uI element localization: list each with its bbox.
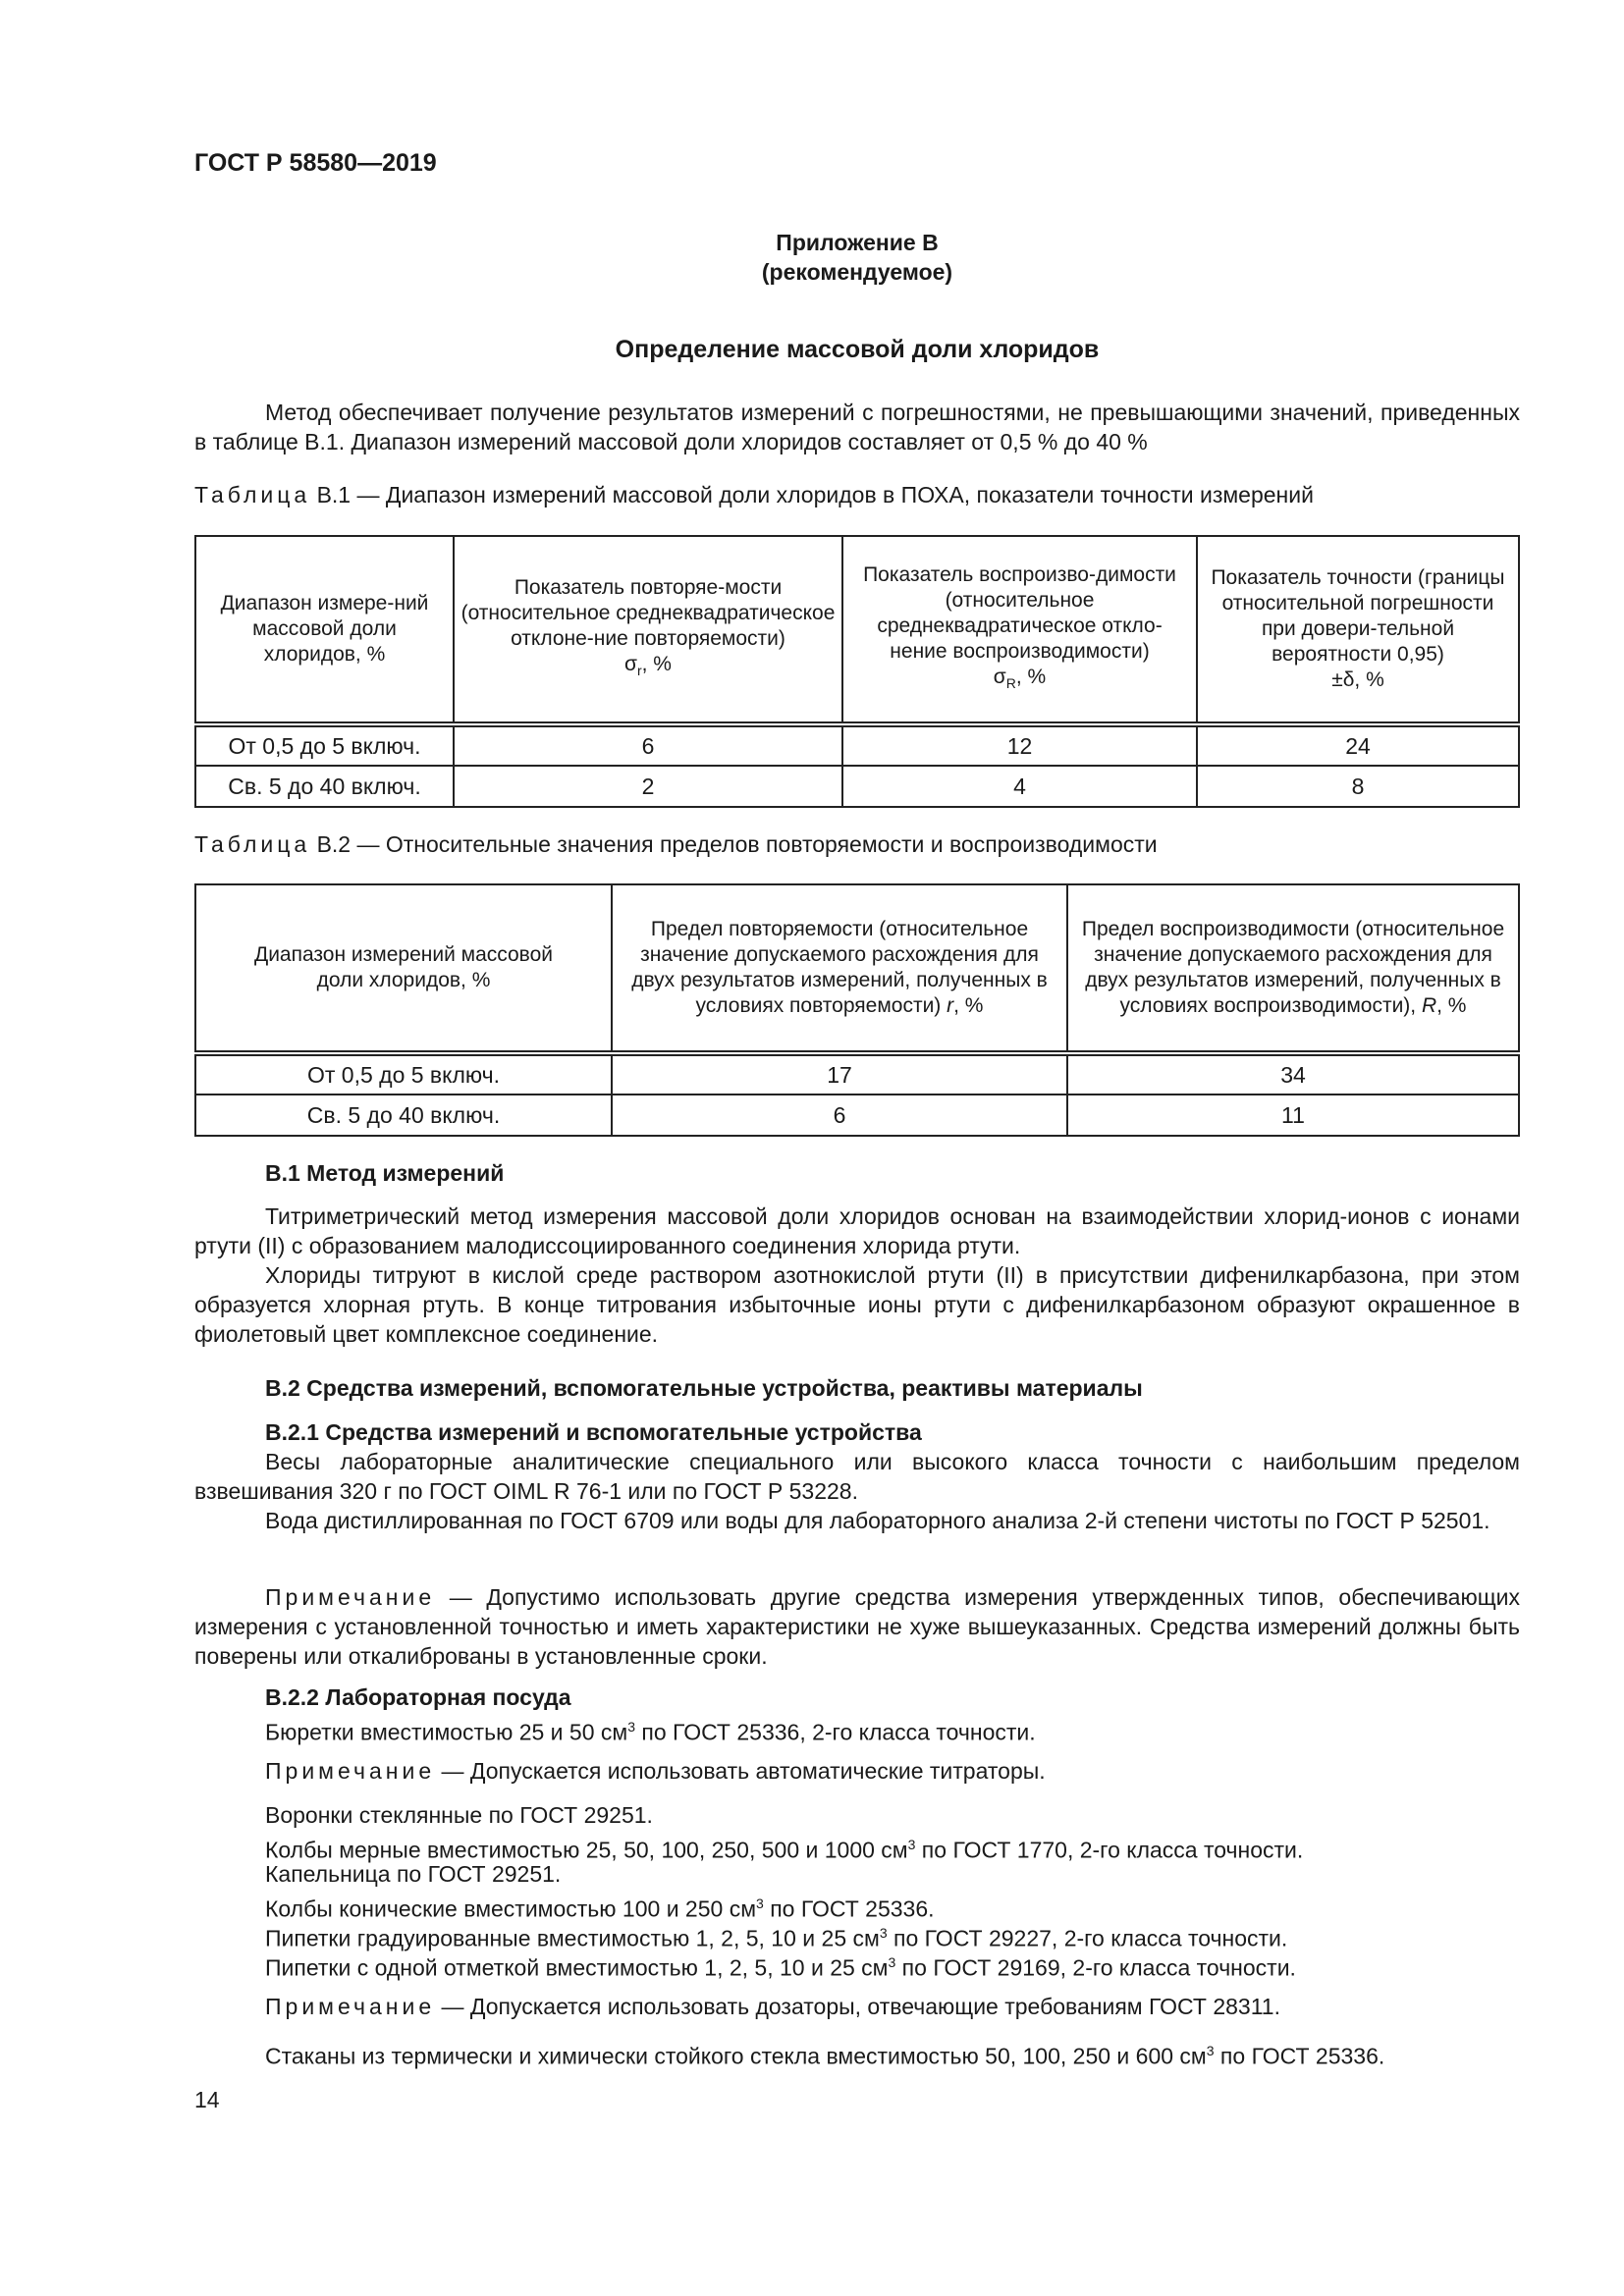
list-item: Стаканы из термически и химически стойкого стекла вместимостью 50, 100, 250 и 600 $см^3$ по ГОСТ 25336. <box>265 2043 1385 2069</box>
table2-caption <box>194 829 1520 859</box>
header-cell: Показатель повторяе-мости (относительное среднеквадратическое отклоне-ние повторяемости) $\sigma_r$, % <box>454 536 842 724</box>
list-item: Капельница по ГОСТ 29251. <box>265 1861 562 1887</box>
header-cell: Диапазон измерений массовой доли хлоридов, % <box>195 884 612 1053</box>
paragraph: Хлориды титруют в кислой среде раствором азотнокислой ртути (II) в присутствии дифенилкарбазона, при этом образуется хлорная ртуть. В конце титрования избыточные ионы ртути с дифенилкарбазоном образуют окрашенное в фиолетовый цвет комплексное соединение. <box>194 1262 1520 1347</box>
list-item: Пипетки градуированные вместимостью 1, 2, 5, 10 и 25 $см^3$ по ГОСТ 29227, 2-го класса точности. <box>265 1925 1288 1951</box>
section-b2-heading: В.2 Средства измерений, вспомогательные устройства, реактивы материалы <box>265 1375 1143 1401</box>
list-item: Колбы конические вместимостью 100 и 250 $см^3$ по ГОСТ 25336. <box>265 1896 935 1922</box>
cell: 24 <box>1197 724 1519 766</box>
cell: 4 <box>842 766 1197 807</box>
paragraph: Титриметрический метод измерения массовой доли хлоридов основан на взаимодействии хлорид-ионов с ионами ртути (II) с образованием малодиссоциированного соединения хлорида ртути. <box>194 1203 1520 1258</box>
appendix-heading: Определение массовой доли хлоридов <box>615 336 1100 363</box>
caption-text: В.1 — Диапазон измерений массовой доли хлоридов в ПОХА, показатели точности измерений <box>310 482 1314 507</box>
table-row <box>195 1053 1519 1095</box>
table-b1 <box>194 535 1520 808</box>
note: Примечание — Допустимо использовать другие средства измерения утвержденных типов, обеспечивающих измерения с установленной точностью и иметь характеристики не хуже вышеуказанных. Средства измерений должны быть поверены или откалиброваны в установленные сроки. <box>194 1584 1520 1669</box>
list-item: Воронки стеклянные по ГОСТ 29251. <box>265 1802 653 1828</box>
section-b21-heading: В.2.1 Средства измерений и вспомогательные устройства <box>265 1419 922 1445</box>
appendix-subtitle: (рекомендуемое) <box>761 259 953 285</box>
table-row <box>195 1095 1519 1136</box>
cell: 6 <box>454 724 842 766</box>
header-cell: Диапазон измере-ний массовой доли хлоридов, % <box>195 536 454 724</box>
cell: От 0,5 до 5 включ. <box>195 724 454 766</box>
list-item: Бюретки вместимостью 25 и 50 $см^3$ по ГОСТ 25336, 2-го класса точности. <box>265 1719 1036 1745</box>
appendix-title: Приложение В <box>776 230 939 255</box>
header-cell: Предел воспроизводимости (относительное значение допускаемого расхождения для двух результатов измерений, полученных в условиях воспроизводимости), R, % <box>1067 884 1519 1053</box>
section-b22-heading: В.2.2 Лабораторная посуда <box>265 1684 571 1710</box>
note: Примечание — Допускается использовать автоматические титраторы. <box>265 1758 1046 1784</box>
table1-caption <box>194 480 1520 509</box>
document-header: ГОСТ Р 58580—2019 <box>194 149 437 177</box>
paragraph: Весы лабораторные аналитические специального или высокого класса точности с наибольшим пределом взвешивания 320 г по ГОСТ OIML R 76-1 или по ГОСТ Р 53228. <box>194 1449 1520 1504</box>
cell: 17 <box>612 1053 1067 1095</box>
note: Примечание — Допускается использовать дозаторы, отвечающие требованиям ГОСТ 28311. <box>265 1994 1280 2019</box>
cell: 8 <box>1197 766 1519 807</box>
header-cell: Показатель точности (границы относительной погрешности при довери-тельной вероятности 0,95) ±δ, % <box>1197 536 1519 724</box>
paragraph: Вода дистиллированная по ГОСТ 6709 или воды для лабораторного анализа 2-й степени чистоты по ГОСТ Р 52501. <box>265 1508 1490 1533</box>
caption-text: В.2 — Относительные значения пределов повторяемости и воспроизводимости <box>310 831 1158 857</box>
intro-paragraph: Метод обеспечивает получение результатов измерений с погрешностями, не превышающими значений, приведенных в таблице В.1. Диапазон измерений массовой доли хлоридов составляет от 0,5 % до 40 % <box>194 400 1520 454</box>
cell: 2 <box>454 766 842 807</box>
table-row <box>195 724 1519 766</box>
section-b1-heading: В.1 Метод измерений <box>265 1160 505 1186</box>
cell: От 0,5 до 5 включ. <box>195 1053 612 1095</box>
cell: 6 <box>612 1095 1067 1136</box>
page-number: 14 <box>194 2087 220 2112</box>
cell: 34 <box>1067 1053 1519 1095</box>
caption-prefix: Таблица <box>194 482 311 507</box>
table-b2 <box>194 883 1520 1137</box>
caption-prefix: Таблица <box>194 831 311 857</box>
list-item: Колбы мерные вместимостью 25, 50, 100, 250, 500 и 1000 $см^3$ по ГОСТ 1770, 2-го класса точности. <box>265 1837 1304 1863</box>
cell: Св. 5 до 40 включ. <box>195 766 454 807</box>
list-item: Пипетки с одной отметкой вместимостью 1, 2, 5, 10 и 25 $см^3$ по ГОСТ 29169, 2-го класса точности. <box>265 1954 1296 1981</box>
header-cell: Предел повторяемости (относительное значение допускаемого расхождения для двух результатов измерений, полученных в условиях повторяемости) r, % <box>612 884 1067 1053</box>
table-row <box>195 766 1519 807</box>
cell: Св. 5 до 40 включ. <box>195 1095 612 1136</box>
cell: 12 <box>842 724 1197 766</box>
header-cell: Показатель воспроизво-димости (относительное среднеквадратическое откло-нение воспроизводимости) $\sigma_R$, % <box>842 536 1197 724</box>
cell: 11 <box>1067 1095 1519 1136</box>
